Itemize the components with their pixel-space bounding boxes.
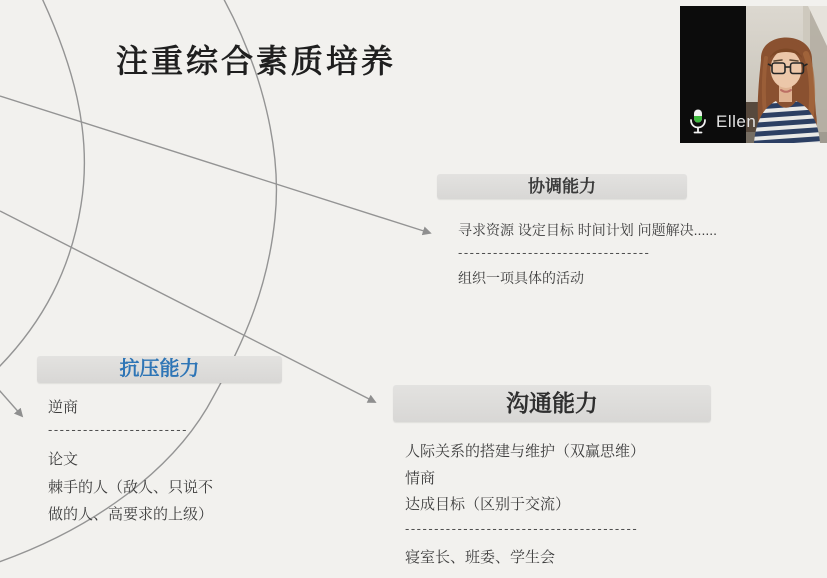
- arrow-to-stress: [0, 382, 22, 416]
- communication-line-2: 情商: [405, 470, 436, 487]
- communication-line-4: 寝室长、班委、学生会: [405, 549, 556, 566]
- section-header-communication: 沟通能力: [393, 385, 711, 422]
- coordination-line-2: 组织一项具体的活动: [458, 270, 584, 286]
- section-header-stress: 抗压能力: [37, 356, 282, 383]
- participant-nameplate: [688, 108, 756, 135]
- stress-line-1: 逆商: [48, 399, 79, 416]
- section-header-coordination: 协调能力: [437, 174, 687, 199]
- microphone-icon: [688, 108, 708, 135]
- coordination-divider: ---------------------------------: [458, 245, 651, 260]
- slide-title: 注重综合素质培养: [116, 43, 397, 79]
- stress-line-2: 论文: [48, 451, 79, 468]
- participant-video: [746, 6, 827, 143]
- stress-line-4: 做的人、高要求的上级）: [48, 506, 214, 523]
- orbit-arc-inner: [0, 0, 84, 370]
- coordination-line-1: 寻求资源 设定目标 时间计划 问题解决......: [458, 222, 718, 238]
- communication-line-3: 达成目标（区别于交流）: [405, 496, 571, 513]
- participant-name: Ellen: [716, 111, 757, 131]
- stress-line-3: 棘手的人（敌人、只说不: [48, 479, 214, 496]
- webcam-tile[interactable]: [680, 6, 827, 143]
- communication-divider: ----------------------------------------: [405, 521, 639, 536]
- arrow-to-coordination: [0, 96, 430, 233]
- communication-line-1: 人际关系的搭建与维护（双赢思维）: [405, 443, 646, 460]
- stress-divider: ------------------------: [48, 422, 188, 437]
